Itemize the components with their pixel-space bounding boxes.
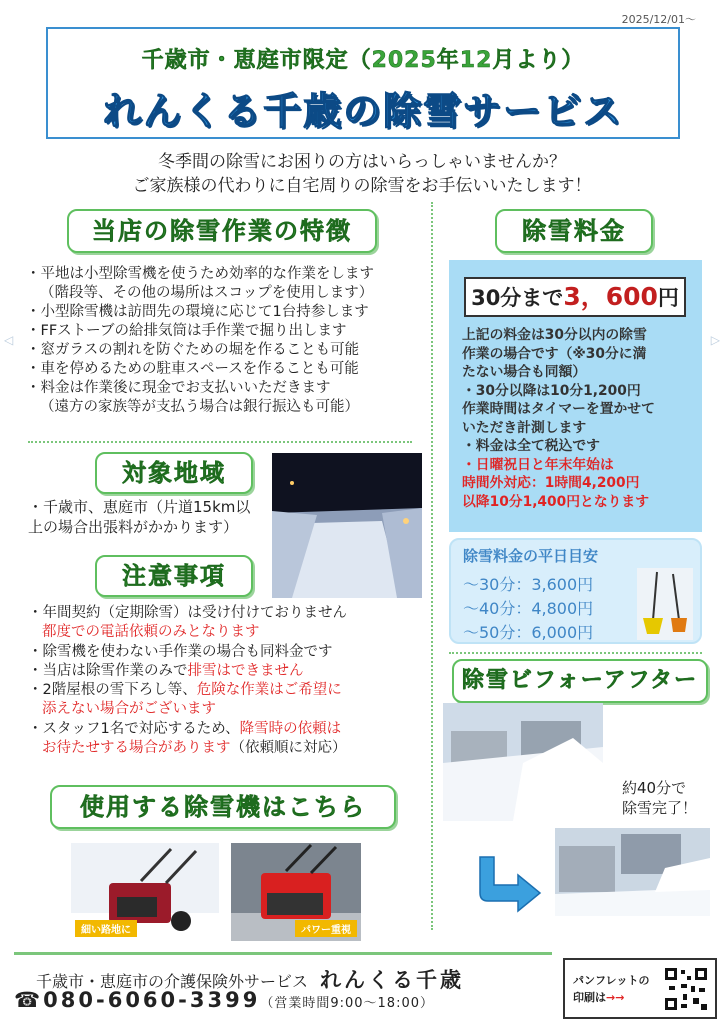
arrow-icon: [470, 853, 546, 923]
area-line-1: ・千歳市、恵庭市（片道15km以: [28, 498, 251, 516]
footer-tagline: 千歳市・恵庭市の介護保険外サービス: [36, 972, 309, 991]
pamphlet-label: [573, 972, 649, 1006]
list-item: ・年間契約（定期除雪）は受け付けておりません: [28, 605, 347, 621]
intro-text: [0, 150, 724, 198]
note-warning: 危険な作業はご希望に: [196, 682, 342, 699]
intro-line-2: ご家族様の代わりに自宅周りの除雪をお手伝いいたします！: [132, 176, 592, 196]
footer-contact: [14, 988, 434, 1012]
guide-item: 〜30分：3,600円: [463, 575, 594, 594]
caption-badge: パワー重視: [295, 920, 357, 937]
after-photo: [555, 828, 710, 916]
price-line: ・料金は全て税込です: [462, 438, 600, 454]
pricing-heading: 除雪料金: [495, 209, 653, 253]
caption-badge: 細い路地に: [75, 920, 137, 937]
pamphlet-print: 印刷は: [573, 991, 606, 1004]
note-warning: 降雪時の依頼は: [239, 720, 342, 737]
price-line: 作業時間はタイマーを置かせて: [462, 401, 655, 417]
shovel-photo: [637, 568, 693, 640]
footer-divider: [14, 952, 552, 955]
chevron-left-icon: ◁: [4, 333, 14, 347]
list-item: 都度での電話依頼のみとなります: [42, 624, 260, 641]
note-text: ・スタッフ1名で対応するため、: [28, 720, 240, 737]
list-item: [28, 720, 428, 739]
list-item: ・窓ガラスの割れを防ぐための堀を作ることも可能: [26, 342, 360, 358]
price-line: 時間外対応：1時間4,200円: [462, 475, 640, 491]
price-panel: [449, 260, 702, 532]
title-banner: [46, 27, 680, 139]
area-text: [28, 497, 268, 537]
list-item: [28, 681, 428, 700]
after-caption-1: 約40分で: [622, 779, 687, 797]
divider-pricing: [449, 652, 702, 654]
list-item: （遠方の家族等が支払う場合は銀行振込も可能）: [40, 399, 359, 415]
issue-date: 2025/12/01〜: [621, 13, 696, 26]
list-item: ・除雪機を使わない手作業の場合も同料金です: [28, 643, 333, 660]
list-item: 添えない場合がございます: [42, 701, 216, 718]
price-line: ・日曜祝日と年末年始は: [462, 456, 614, 473]
price-line: 作業の場合です（※30分に満: [462, 345, 647, 362]
phone-number: ☎080-6060-3399: [14, 988, 261, 1012]
price-unit: 円: [657, 286, 679, 310]
night-snow-photo: [272, 453, 422, 598]
price-value: 3，600: [563, 282, 658, 311]
price-details: [462, 326, 694, 511]
list-item: ・小型除雪機は訪問先の環境に応じて1台持参します: [26, 304, 369, 320]
note-text: （依頼順に対応）: [230, 740, 347, 757]
price-line: ・30分以降は10分1,200円: [462, 382, 641, 399]
guide-item: 〜50分：6,000円: [463, 623, 594, 642]
arrow-right-icon: →→: [606, 991, 625, 1004]
price-line: 以降10分1,400円となります: [462, 493, 650, 510]
list-item: ・料金は作業後に現金でお支払いいただきます: [26, 380, 331, 396]
features-heading: 当店の除雪作業の特徴: [67, 209, 377, 253]
footer-brand: れんくる千歳: [320, 968, 465, 992]
note-text: ・2階屋根の雪下ろし等、: [28, 682, 197, 699]
list-item: [28, 739, 428, 758]
pamphlet-qr-box: [563, 958, 717, 1019]
chevron-right-icon: ▷: [710, 333, 720, 347]
note-text: ・当店は除雪作業のみで: [28, 662, 188, 679]
area-heading: 対象地域: [95, 452, 253, 494]
price-line: たない場合も同額）: [462, 364, 587, 380]
qr-code[interactable]: [663, 966, 709, 1012]
list-item: [28, 662, 428, 681]
features-list: [26, 265, 426, 417]
area-line-2: 上の場合出張料がかかります）: [28, 518, 239, 536]
price-line: いただき計測します: [462, 419, 587, 436]
note-warning: 排雪はできません: [187, 662, 304, 679]
list-item: ・FFストーブの給排気筒は手作業で掘り出します: [26, 323, 347, 339]
page-title: れんくる千歳の除雪サービス: [102, 89, 623, 133]
note-warning: お待たせする場合があります: [42, 740, 231, 757]
pamphlet-line-1: パンフレットの: [573, 974, 650, 987]
business-hours: （営業時間9:00〜18:00）: [260, 996, 434, 1011]
vertical-divider: [431, 202, 433, 930]
before-photo: [443, 703, 603, 821]
list-item: ・車を停めるための駐車スペースを作ることも可能: [26, 361, 359, 377]
divider-features: [28, 441, 412, 443]
weekday-price-guide: [449, 538, 702, 644]
list-item: （階段等、その他の場所はスコップを使用します）: [40, 285, 374, 301]
after-caption-2: 除雪完了！: [622, 799, 698, 817]
notes-list: [28, 604, 428, 758]
before-after-heading: 除雪ビフォーアフター: [452, 659, 708, 703]
machines-heading: 使用する除雪機はこちら: [50, 785, 396, 829]
list-item: ・平地は小型除雪機を使うため効率的な作業をします: [26, 266, 374, 282]
small-snowblower-photo: [71, 843, 219, 941]
guide-item: 〜40分：4,800円: [463, 599, 594, 618]
notes-heading: 注意事項: [95, 555, 253, 597]
guide-title: 除雪料金の平日目安: [463, 547, 599, 565]
intro-line-1: 冬季間の除雪にお困りの方はいらっしゃいませんか？: [158, 152, 566, 172]
pamphlet-line-2: [573, 989, 649, 1006]
large-snowblower-photo: [231, 843, 361, 941]
after-caption: [622, 778, 697, 818]
title-subtitle: 千歳市・恵庭市限定（2025年12月より）: [141, 48, 585, 73]
price-prefix: 30分まで: [471, 286, 564, 310]
price-badge: [464, 277, 686, 317]
price-line: 上記の料金は30分以内の除雪: [462, 327, 647, 343]
